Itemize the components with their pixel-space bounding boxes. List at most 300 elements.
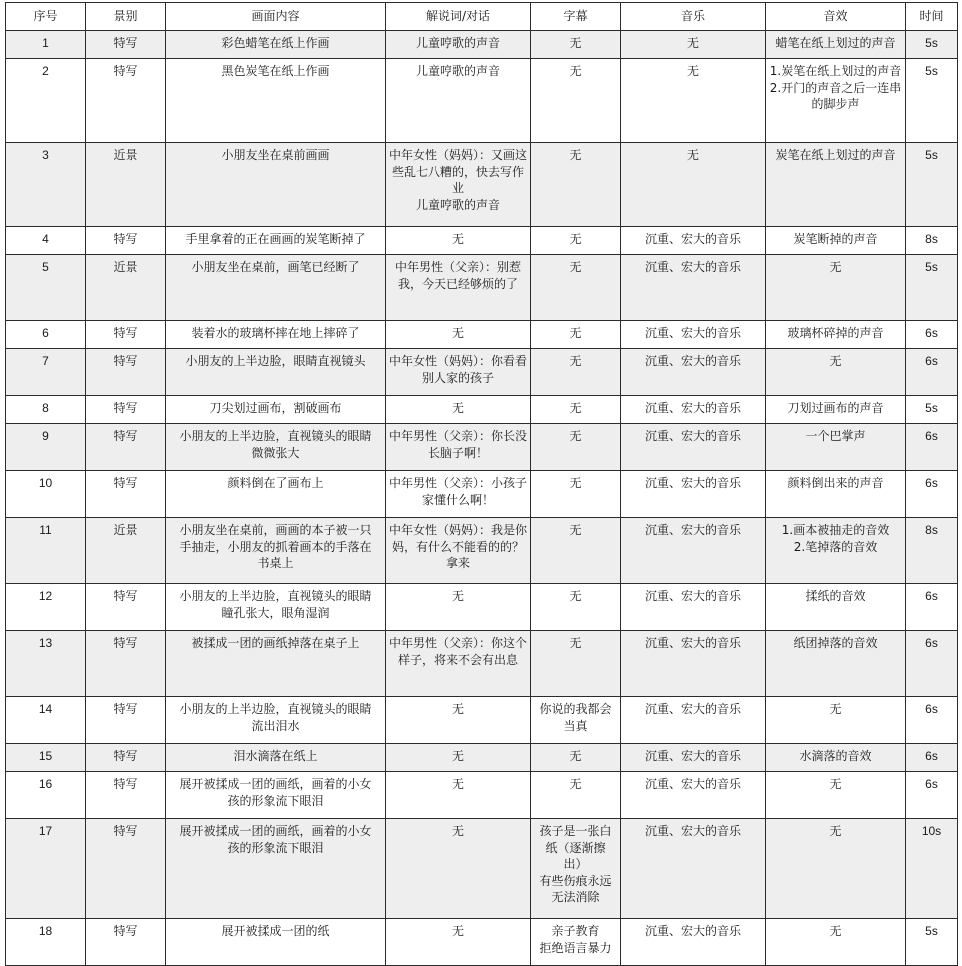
cell-content-text: 小朋友的上半边脸，直视镜头的眼睛流出泪水	[179, 702, 372, 733]
cell-shot-text: 近景	[113, 523, 138, 537]
cell-time	[906, 819, 958, 919]
cell-sfx	[766, 471, 906, 518]
table-row	[6, 819, 958, 919]
cell-shot-text: 特写	[113, 232, 138, 246]
cell-subtitle-text: 无	[569, 589, 582, 603]
table-row	[6, 227, 958, 255]
cell-sfx	[766, 424, 906, 471]
cell-dialogue-text: 中年女性（妈妈）：我是你妈，有什么不能看的的？拿来	[389, 523, 528, 570]
cell-music	[621, 584, 766, 631]
cell-music	[621, 424, 766, 471]
cell-dialogue	[386, 697, 531, 744]
cell-dialogue	[386, 424, 531, 471]
cell-shot-text: 特写	[113, 326, 138, 340]
cell-no	[6, 697, 86, 744]
cell-subtitle	[531, 396, 621, 424]
cell-dialogue	[386, 143, 531, 227]
cell-time	[906, 919, 958, 966]
cell-dialogue	[386, 919, 531, 966]
cell-time-text: 6s	[925, 354, 938, 368]
cell-shot-text: 特写	[113, 702, 138, 716]
cell-subtitle	[531, 631, 621, 697]
cell-time-text: 5s	[925, 260, 938, 274]
table-row	[6, 744, 958, 772]
cell-content	[166, 59, 386, 143]
cell-shot-text: 近景	[113, 148, 138, 162]
cell-no	[6, 471, 86, 518]
table-body	[6, 31, 958, 966]
cell-dialogue	[386, 584, 531, 631]
cell-content-text: 泪水滴落在纸上	[233, 749, 318, 763]
cell-sfx-text: 1.炭笔在纸上划过的声音 2.开门的声音之后一连串的脚步声	[769, 64, 902, 111]
cell-no-text: 13	[38, 636, 53, 650]
cell-music	[621, 631, 766, 697]
table-row	[6, 143, 958, 227]
cell-content-text: 小朋友的上半边脸，眼睛直视镜头	[185, 354, 366, 368]
cell-sfx	[766, 396, 906, 424]
cell-subtitle	[531, 518, 621, 584]
header-dialogue: 解说词/对话	[386, 3, 531, 31]
cell-no-text: 15	[38, 749, 53, 763]
cell-no	[6, 584, 86, 631]
cell-no-text: 16	[38, 777, 53, 791]
cell-no	[6, 227, 86, 255]
cell-music-text: 沉重、宏大的音乐	[644, 589, 741, 603]
cell-subtitle-text: 无	[569, 354, 582, 368]
cell-content	[166, 744, 386, 772]
cell-shot-text: 特写	[113, 354, 138, 368]
cell-content-text: 小朋友坐在桌前，画画的本子被一只手抽走，小朋友的抓着画本的手落在书桌上	[179, 523, 372, 570]
cell-shot	[86, 143, 166, 227]
cell-sfx	[766, 584, 906, 631]
cell-content-text: 彩色蜡笔在纸上作画	[221, 36, 330, 50]
cell-dialogue-text: 中年男性（父亲）：你长没长脑子啊！	[389, 429, 528, 460]
cell-no-text: 5	[42, 260, 49, 274]
cell-no	[6, 919, 86, 966]
cell-shot	[86, 631, 166, 697]
table-row	[6, 321, 958, 349]
cell-music-text: 无	[686, 148, 699, 162]
cell-subtitle	[531, 59, 621, 143]
cell-dialogue-text: 中年女性（妈妈）：你看看别人家的孩子	[389, 354, 528, 385]
cell-content-text: 被揉成一团的画纸掉落在桌子上	[191, 636, 360, 650]
cell-shot	[86, 518, 166, 584]
cell-dialogue-text: 无	[451, 777, 464, 791]
cell-subtitle	[531, 321, 621, 349]
cell-music	[621, 396, 766, 424]
cell-shot	[86, 471, 166, 518]
cell-shot	[86, 584, 166, 631]
cell-content	[166, 424, 386, 471]
cell-shot	[86, 424, 166, 471]
cell-subtitle-text: 无	[569, 429, 582, 443]
header-subtitle: 字幕	[531, 3, 621, 31]
cell-time-text: 5s	[925, 64, 938, 78]
cell-content-text: 黑色炭笔在纸上作画	[221, 64, 330, 78]
cell-music	[621, 349, 766, 396]
cell-shot-text: 特写	[113, 476, 138, 490]
cell-time	[906, 321, 958, 349]
cell-shot	[86, 772, 166, 819]
cell-content-text: 展开被揉成一团的画纸，画着的小女孩的形象流下眼泪	[179, 824, 372, 855]
cell-sfx	[766, 631, 906, 697]
cell-content	[166, 321, 386, 349]
cell-content	[166, 631, 386, 697]
table-row	[6, 772, 958, 819]
cell-dialogue	[386, 31, 531, 59]
header-shot: 景别	[86, 3, 166, 31]
header-no: 序号	[6, 3, 86, 31]
cell-dialogue	[386, 396, 531, 424]
cell-music-text: 沉重、宏大的音乐	[644, 260, 741, 274]
cell-music-text: 沉重、宏大的音乐	[644, 476, 741, 490]
cell-shot-text: 特写	[113, 777, 138, 791]
cell-time	[906, 227, 958, 255]
cell-content	[166, 919, 386, 966]
cell-sfx	[766, 59, 906, 143]
table-row	[6, 31, 958, 59]
cell-music	[621, 819, 766, 919]
cell-shot	[86, 919, 166, 966]
cell-time	[906, 143, 958, 227]
cell-no	[6, 255, 86, 321]
cell-music-text: 沉重、宏大的音乐	[644, 702, 741, 716]
cell-time	[906, 59, 958, 143]
cell-time-text: 6s	[925, 429, 938, 443]
cell-dialogue	[386, 227, 531, 255]
cell-music	[621, 919, 766, 966]
cell-dialogue-text: 无	[451, 824, 464, 838]
cell-sfx-text: 无	[829, 354, 842, 368]
cell-sfx	[766, 772, 906, 819]
cell-time-text: 8s	[925, 523, 938, 537]
table-row	[6, 518, 958, 584]
header-row	[6, 3, 958, 31]
cell-music	[621, 227, 766, 255]
cell-shot	[86, 819, 166, 919]
cell-subtitle	[531, 255, 621, 321]
cell-subtitle-text: 无	[569, 64, 582, 78]
cell-no-text: 11	[39, 523, 52, 537]
cell-dialogue-text: 无	[451, 589, 464, 603]
cell-shot-text: 近景	[113, 260, 138, 274]
cell-content	[166, 227, 386, 255]
cell-time	[906, 471, 958, 518]
cell-dialogue-text: 中年男性（父亲）：别惹我，今天已经够烦的了	[394, 260, 521, 291]
cell-music-text: 沉重、宏大的音乐	[644, 824, 741, 838]
cell-time-text: 6s	[925, 702, 938, 716]
cell-time-text: 5s	[925, 924, 938, 938]
cell-no-text: 7	[42, 354, 49, 368]
cell-shot-text: 特写	[113, 824, 138, 838]
cell-sfx	[766, 744, 906, 772]
cell-time	[906, 349, 958, 396]
cell-subtitle	[531, 471, 621, 518]
cell-content	[166, 143, 386, 227]
cell-sfx-text: 水滴落的音效	[799, 749, 872, 763]
cell-dialogue	[386, 744, 531, 772]
cell-subtitle-text: 无	[569, 777, 582, 791]
cell-music	[621, 31, 766, 59]
cell-sfx	[766, 697, 906, 744]
cell-music	[621, 697, 766, 744]
cell-content-text: 展开被揉成一团的画纸，画着的小女孩的形象流下眼泪	[179, 777, 372, 808]
cell-time-text: 5s	[925, 401, 938, 415]
cell-subtitle-text: 无	[569, 476, 582, 490]
cell-subtitle	[531, 424, 621, 471]
header-sfx: 音效	[766, 3, 906, 31]
cell-subtitle-text: 无	[569, 232, 582, 246]
cell-dialogue-text: 无	[451, 401, 464, 415]
cell-dialogue	[386, 321, 531, 349]
cell-no-text: 12	[38, 589, 53, 603]
cell-music-text: 沉重、宏大的音乐	[644, 326, 741, 340]
cell-dialogue-text: 无	[451, 924, 464, 938]
cell-sfx-text: 无	[829, 824, 842, 838]
cell-no-text: 1	[42, 36, 49, 50]
cell-music	[621, 772, 766, 819]
cell-music-text: 沉重、宏大的音乐	[644, 354, 741, 368]
cell-music	[621, 59, 766, 143]
cell-sfx-text: 炭笔断掉的声音	[793, 232, 878, 246]
cell-sfx-text: 1.画本被抽走的音效 2.笔掉落的音效	[781, 523, 890, 554]
cell-content	[166, 518, 386, 584]
cell-no-text: 14	[38, 702, 53, 716]
cell-sfx	[766, 518, 906, 584]
cell-dialogue-text: 无	[451, 749, 464, 763]
cell-shot-text: 特写	[113, 429, 138, 443]
cell-time	[906, 584, 958, 631]
cell-music-text: 沉重、宏大的音乐	[644, 401, 741, 415]
cell-music-text: 无	[686, 64, 699, 78]
cell-no-text: 9	[42, 429, 49, 443]
cell-time	[906, 631, 958, 697]
cell-subtitle-text: 孩子是一张白纸（逐渐擦出） 有些伤痕永远无法消除	[539, 824, 612, 904]
cell-content-text: 展开被揉成一团的纸	[221, 924, 330, 938]
cell-no	[6, 744, 86, 772]
cell-no	[6, 772, 86, 819]
cell-shot-text: 特写	[113, 924, 138, 938]
cell-no-text: 17	[38, 824, 53, 838]
cell-dialogue-text: 无	[451, 232, 464, 246]
cell-subtitle	[531, 584, 621, 631]
cell-subtitle-text: 无	[569, 523, 582, 537]
cell-subtitle-text: 亲子教育 拒绝语言暴力	[539, 924, 612, 955]
cell-subtitle-text: 无	[569, 401, 582, 415]
cell-subtitle	[531, 31, 621, 59]
cell-time	[906, 697, 958, 744]
cell-subtitle-text: 无	[569, 749, 582, 763]
cell-content-text: 颜料倒在了画布上	[227, 476, 324, 490]
cell-no-text: 4	[42, 232, 49, 246]
cell-shot-text: 特写	[113, 636, 138, 650]
cell-no	[6, 321, 86, 349]
table-row	[6, 584, 958, 631]
cell-subtitle	[531, 227, 621, 255]
cell-no	[6, 424, 86, 471]
cell-content-text: 刀尖划过画布，割破画布	[209, 401, 342, 415]
cell-subtitle-text: 无	[569, 636, 582, 650]
cell-subtitle	[531, 744, 621, 772]
cell-no-text: 8	[42, 401, 49, 415]
cell-subtitle-text: 无	[569, 36, 582, 50]
cell-shot	[86, 349, 166, 396]
cell-no	[6, 819, 86, 919]
cell-no	[6, 31, 86, 59]
cell-shot-text: 特写	[113, 36, 138, 50]
cell-music	[621, 255, 766, 321]
cell-sfx	[766, 919, 906, 966]
cell-subtitle	[531, 772, 621, 819]
cell-time-text: 6s	[925, 777, 938, 791]
cell-sfx-text: 颜料倒出来的声音	[787, 476, 884, 490]
cell-shot	[86, 396, 166, 424]
cell-time-text: 8s	[925, 232, 938, 246]
cell-shot	[86, 59, 166, 143]
table-row	[6, 424, 958, 471]
cell-sfx	[766, 349, 906, 396]
cell-subtitle-text: 无	[569, 326, 582, 340]
cell-sfx-text: 纸团掉落的音效	[793, 636, 878, 650]
cell-music-text: 沉重、宏大的音乐	[644, 429, 741, 443]
cell-content-text: 小朋友的上半边脸，直视镜头的眼睛瞳孔张大，眼角湿润	[179, 589, 372, 620]
cell-subtitle	[531, 919, 621, 966]
cell-music-text: 沉重、宏大的音乐	[644, 924, 741, 938]
cell-content	[166, 772, 386, 819]
cell-dialogue	[386, 255, 531, 321]
cell-shot	[86, 744, 166, 772]
cell-time	[906, 396, 958, 424]
cell-subtitle-text: 你说的我都会当真	[539, 702, 612, 733]
cell-sfx-text: 炭笔在纸上划过的声音	[775, 148, 896, 162]
cell-no	[6, 518, 86, 584]
cell-music-text: 沉重、宏大的音乐	[644, 232, 741, 246]
cell-content	[166, 31, 386, 59]
cell-sfx	[766, 321, 906, 349]
cell-dialogue	[386, 819, 531, 919]
cell-dialogue	[386, 59, 531, 143]
cell-sfx-text: 一个巴掌声	[805, 429, 866, 443]
cell-time-text: 6s	[925, 326, 938, 340]
header-time: 时间	[906, 3, 958, 31]
cell-no	[6, 396, 86, 424]
table-row	[6, 255, 958, 321]
cell-no	[6, 631, 86, 697]
cell-subtitle	[531, 819, 621, 919]
cell-dialogue	[386, 518, 531, 584]
cell-shot-text: 特写	[113, 749, 138, 763]
cell-sfx-text: 玻璃杯碎掉的声音	[787, 326, 884, 340]
cell-no-text: 3	[42, 148, 49, 162]
cell-content	[166, 349, 386, 396]
cell-content-text: 手里拿着的正在画画的炭笔断掉了	[185, 232, 366, 246]
cell-dialogue-text: 中年男性（父亲）：小孩子家懂什么啊！	[389, 476, 528, 507]
cell-shot-text: 特写	[113, 589, 138, 603]
cell-dialogue	[386, 631, 531, 697]
cell-no-text: 10	[38, 476, 53, 490]
cell-sfx-text: 无	[829, 924, 842, 938]
cell-dialogue-text: 无	[451, 702, 464, 716]
cell-music	[621, 321, 766, 349]
table-row	[6, 59, 958, 143]
table-row	[6, 396, 958, 424]
cell-time-text: 5s	[925, 148, 938, 162]
cell-sfx	[766, 255, 906, 321]
cell-sfx-text: 揉纸的音效	[805, 589, 866, 603]
cell-time-text: 6s	[925, 589, 938, 603]
table-row	[6, 471, 958, 518]
cell-sfx-text: 无	[829, 777, 842, 791]
cell-time-text: 10s	[921, 824, 942, 838]
table-row	[6, 349, 958, 396]
cell-music	[621, 744, 766, 772]
cell-content	[166, 396, 386, 424]
cell-subtitle	[531, 143, 621, 227]
cell-dialogue-text: 无	[451, 326, 464, 340]
cell-dialogue-text: 中年女性（妈妈）：又画这些乱七八糟的，快去写作业 儿童哼歌的声音	[389, 148, 528, 212]
cell-time	[906, 518, 958, 584]
cell-sfx-text: 蜡笔在纸上划过的声音	[775, 36, 896, 50]
cell-time	[906, 772, 958, 819]
cell-content-text: 小朋友的上半边脸，直视镜头的眼睛微微张大	[179, 429, 372, 460]
cell-subtitle	[531, 697, 621, 744]
cell-time-text: 6s	[925, 749, 938, 763]
cell-no-text: 2	[42, 64, 49, 78]
cell-content-text: 小朋友坐在桌前，画笔已经断了	[191, 260, 360, 274]
cell-shot	[86, 321, 166, 349]
cell-time-text: 6s	[925, 636, 938, 650]
cell-shot	[86, 697, 166, 744]
table-row	[6, 631, 958, 697]
cell-sfx-text: 无	[829, 260, 842, 274]
cell-no-text: 18	[38, 924, 53, 938]
cell-no-text: 6	[42, 326, 49, 340]
cell-subtitle-text: 无	[569, 148, 582, 162]
cell-content	[166, 584, 386, 631]
cell-shot-text: 特写	[113, 64, 138, 78]
cell-time-text: 5s	[925, 36, 938, 50]
cell-content	[166, 697, 386, 744]
cell-shot-text: 特写	[113, 401, 138, 415]
cell-subtitle-text: 无	[569, 260, 582, 274]
cell-shot	[86, 227, 166, 255]
cell-time	[906, 31, 958, 59]
cell-music-text: 沉重、宏大的音乐	[644, 523, 741, 537]
cell-dialogue	[386, 349, 531, 396]
cell-content	[166, 255, 386, 321]
cell-sfx	[766, 819, 906, 919]
header-music: 音乐	[621, 3, 766, 31]
header-content: 画面内容	[166, 3, 386, 31]
cell-shot	[86, 31, 166, 59]
cell-dialogue-text: 儿童哼歌的声音	[415, 36, 500, 50]
cell-dialogue-text: 中年男性（父亲）：你这个样子，将来不会有出息	[389, 636, 528, 667]
cell-content	[166, 471, 386, 518]
cell-music	[621, 471, 766, 518]
cell-no	[6, 59, 86, 143]
table-row	[6, 697, 958, 744]
cell-music-text: 沉重、宏大的音乐	[644, 777, 741, 791]
cell-music	[621, 143, 766, 227]
cell-no	[6, 349, 86, 396]
cell-time	[906, 255, 958, 321]
cell-content-text: 小朋友坐在桌前画画	[221, 148, 330, 162]
cell-time-text: 6s	[925, 476, 938, 490]
cell-dialogue-text: 儿童哼歌的声音	[415, 64, 500, 78]
cell-no	[6, 143, 86, 227]
cell-dialogue	[386, 772, 531, 819]
cell-sfx-text: 刀划过画布的声音	[787, 401, 884, 415]
